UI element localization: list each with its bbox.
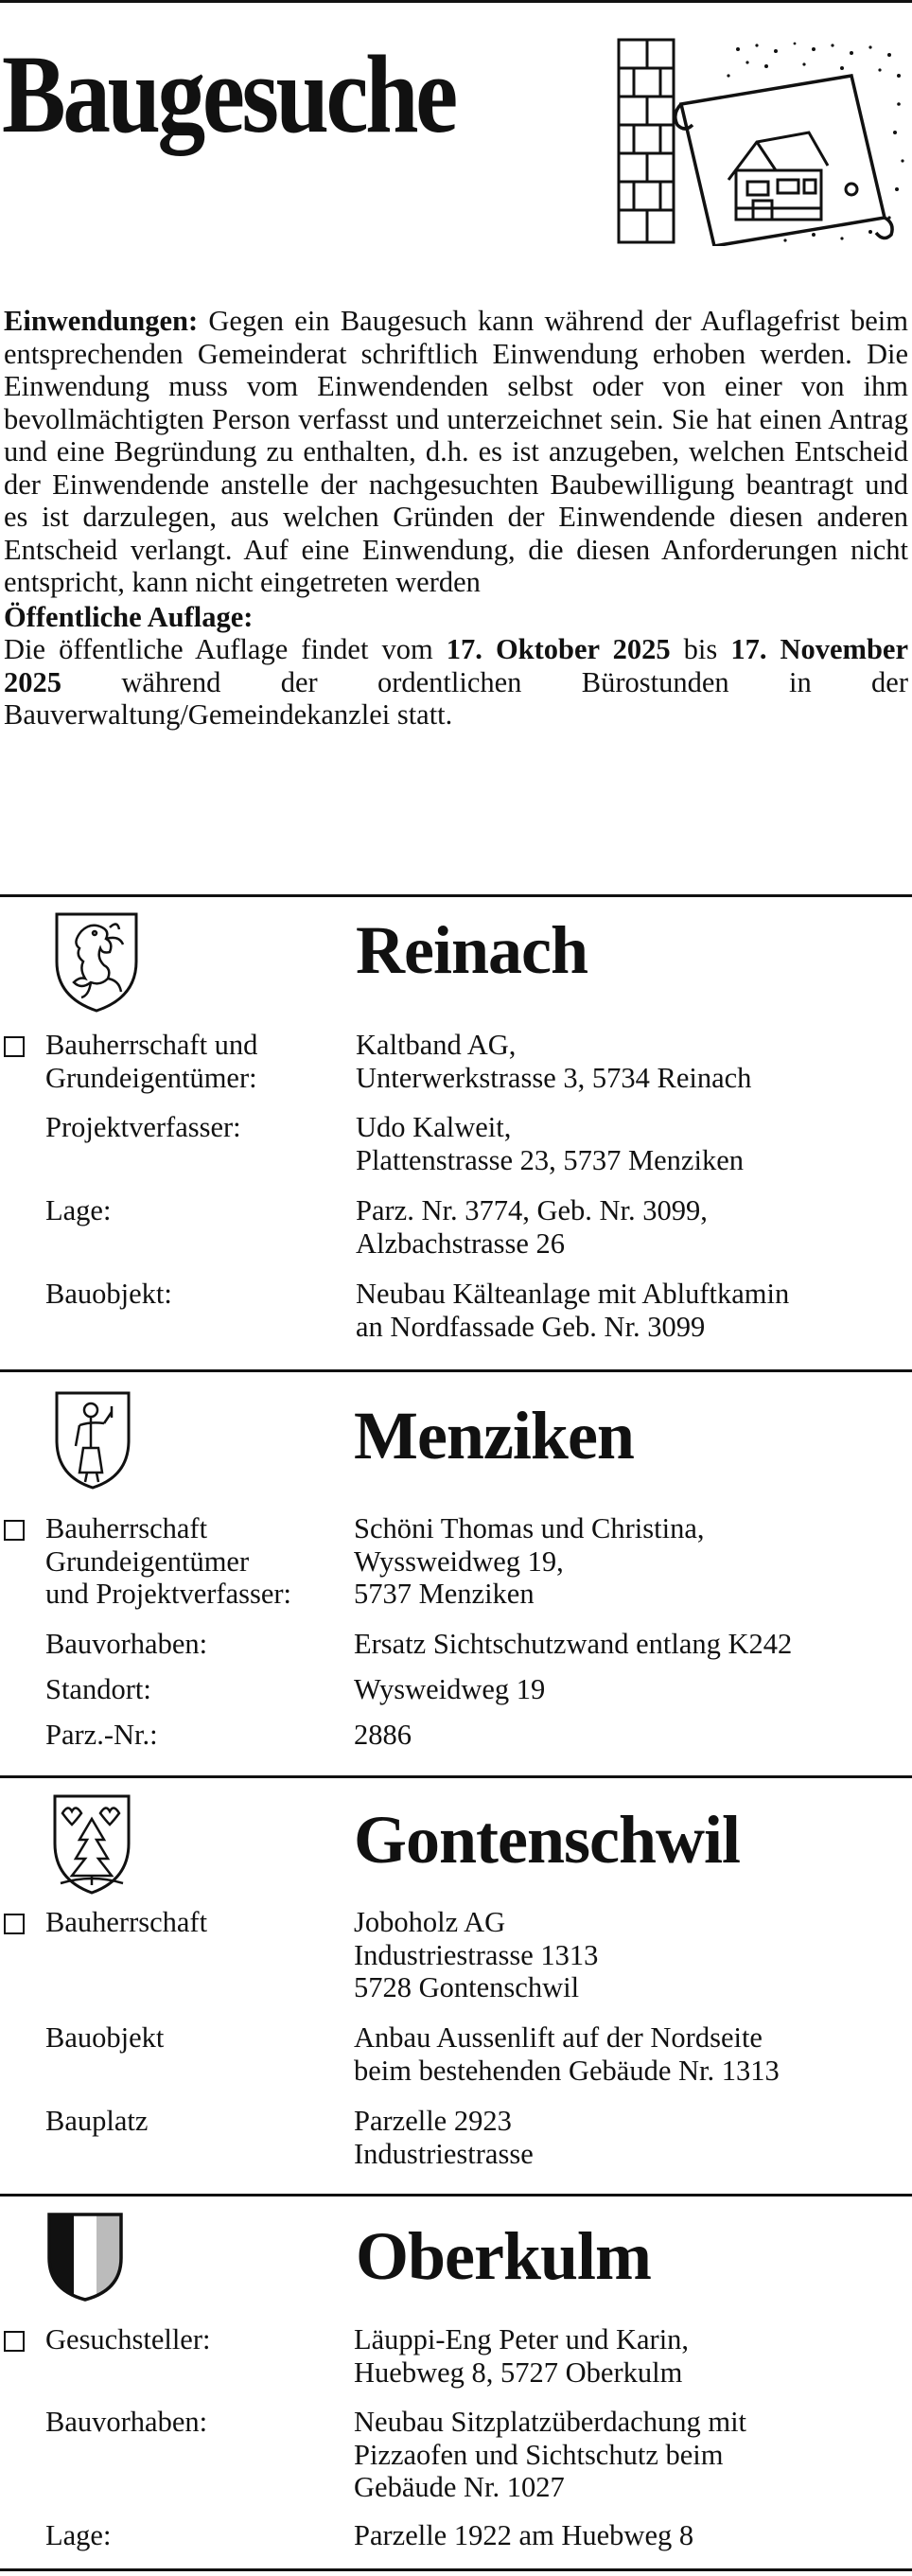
gontenschwil-tree-crest-icon bbox=[51, 1792, 132, 1897]
auflage-label: Öffentliche Auflage: bbox=[4, 600, 254, 633]
row-value: Anbau Aussenlift auf der Nordseite beim bestehenden Gebäude Nr. 1313 bbox=[354, 2021, 780, 2087]
section-rule-gontenschwil bbox=[0, 1775, 912, 1778]
einwendungen-paragraph bbox=[4, 305, 908, 599]
row-label: Gesuchsteller: bbox=[45, 2323, 211, 2355]
auflage-paragraph bbox=[4, 633, 908, 732]
checkbox-icon bbox=[4, 1520, 25, 1541]
top-rule bbox=[0, 0, 912, 3]
row-value: Ersatz Sichtschutzwand entlang K242 bbox=[354, 1628, 793, 1660]
auflage-date-from: 17. Oktober 2025 bbox=[446, 633, 671, 665]
row-label: Bauherrschaft bbox=[45, 1906, 208, 1938]
row-value: Wysweidweg 19 bbox=[354, 1673, 546, 1705]
auflage-label-line bbox=[4, 601, 908, 634]
row-value: Parzelle 1922 am Huebweg 8 bbox=[354, 2519, 694, 2551]
oberkulm-pale-crest-icon bbox=[45, 2211, 125, 2303]
row-value: Neubau Sitzplatzüberdachung mit Pizzaofen und Sichtschutz beim Gebäude Nr. 1027 bbox=[354, 2406, 747, 2503]
auflage-text-3: während der ordentlichen Bürostunden in der Bauverwaltung/Gemeindekanzlei statt. bbox=[4, 665, 908, 731]
section-rule-reinach bbox=[0, 894, 912, 897]
auflage-date-to: 17. November 2025 bbox=[4, 633, 908, 698]
row-label: Parz.-Nr.: bbox=[45, 1719, 158, 1751]
auflage-text-1: Die öffentliche Auflage findet vom bbox=[4, 633, 447, 665]
row-value: Parzelle 2923 Industriestrasse bbox=[354, 2105, 534, 2170]
gemeinde-name-gontenschwil: Gontenschwil bbox=[354, 1802, 741, 1878]
row-value: Kaltband AG, Unterwerkstrasse 3, 5734 Reinach bbox=[356, 1029, 752, 1094]
auflage-text-2: bis bbox=[670, 633, 731, 665]
gemeinde-name-oberkulm: Oberkulm bbox=[356, 2218, 652, 2294]
row-label: Bauobjekt: bbox=[45, 1278, 172, 1310]
row-label: Bauvorhaben: bbox=[45, 2406, 208, 2438]
gemeinde-name-menziken: Menziken bbox=[354, 1398, 634, 1473]
row-label: Bauherrschaft und Grundeigentümer: bbox=[45, 1029, 258, 1094]
house-plan-icon bbox=[615, 38, 910, 246]
row-label: Projektverfasser: bbox=[45, 1111, 241, 1143]
row-value: Joboholz AG Industriestrasse 1313 5728 Gontenschwil bbox=[354, 1906, 599, 2003]
einwendungen-label: Einwendungen: bbox=[4, 305, 199, 337]
menziken-figure-crest-icon bbox=[53, 1389, 132, 1491]
row-value: 2886 bbox=[354, 1719, 412, 1751]
checkbox-icon bbox=[4, 1036, 25, 1057]
row-label: Bauherrschaft Grundeigentümer und Projektverfasser: bbox=[45, 1512, 292, 1610]
row-value: Läuppi-Eng Peter und Karin, Huebweg 8, 5727 Oberkulm bbox=[354, 2323, 690, 2389]
checkbox-icon bbox=[4, 2331, 25, 2352]
bottom-rule bbox=[0, 2568, 912, 2571]
row-value: Parz. Nr. 3774, Geb. Nr. 3099, Alzbachstrasse 26 bbox=[356, 1194, 708, 1260]
row-value: Neubau Kälteanlage mit Abluftkamin an Nordfassade Geb. Nr. 3099 bbox=[356, 1278, 790, 1343]
checkbox-icon bbox=[4, 1914, 25, 1934]
gemeinde-name-reinach: Reinach bbox=[356, 912, 588, 988]
row-label: Lage: bbox=[45, 1194, 112, 1226]
row-label: Bauobjekt bbox=[45, 2021, 165, 2054]
row-value: Schöni Thomas und Christina, Wyssweidweg 19, 5737 Menziken bbox=[354, 1512, 705, 1610]
row-label: Bauvorhaben: bbox=[45, 1628, 208, 1660]
section-rule-menziken bbox=[0, 1369, 912, 1372]
row-value: Udo Kalweit, Plattenstrasse 23, 5737 Menziken bbox=[356, 1111, 744, 1176]
reinach-lion-crest-icon bbox=[53, 910, 140, 1015]
row-label: Standort: bbox=[45, 1673, 151, 1705]
intro-text-block bbox=[4, 305, 908, 732]
einwendungen-text: Gegen ein Baugesuch kann während der Auflagefrist beim entsprechenden Gemeinderat schriftlich Einwendung erhoben werden. Die Einwendung muss vom Einwendenden selbst oder von einer von ihm bevollmächtigten Person verfasst und unterzeichnet sein. Sie hat einen Antrag und eine Begründung zu enthalten, d.h. es ist anzugeben, welchen Entscheid der Einwendende anstelle der nachgesuchten Baubewilligung beantragt und es ist darzulegen, aus welchen Gründen der Einwendende diesen anderen Entscheid verlangt. Auf eine Einwendung, die diesen Anforderungen nicht entspricht, kann nicht eingetreten werden bbox=[4, 305, 909, 598]
row-label: Bauplatz bbox=[45, 2105, 149, 2137]
page-title: Baugesuche bbox=[2, 32, 455, 156]
row-label: Lage: bbox=[45, 2519, 112, 2551]
section-rule-oberkulm bbox=[0, 2194, 912, 2197]
